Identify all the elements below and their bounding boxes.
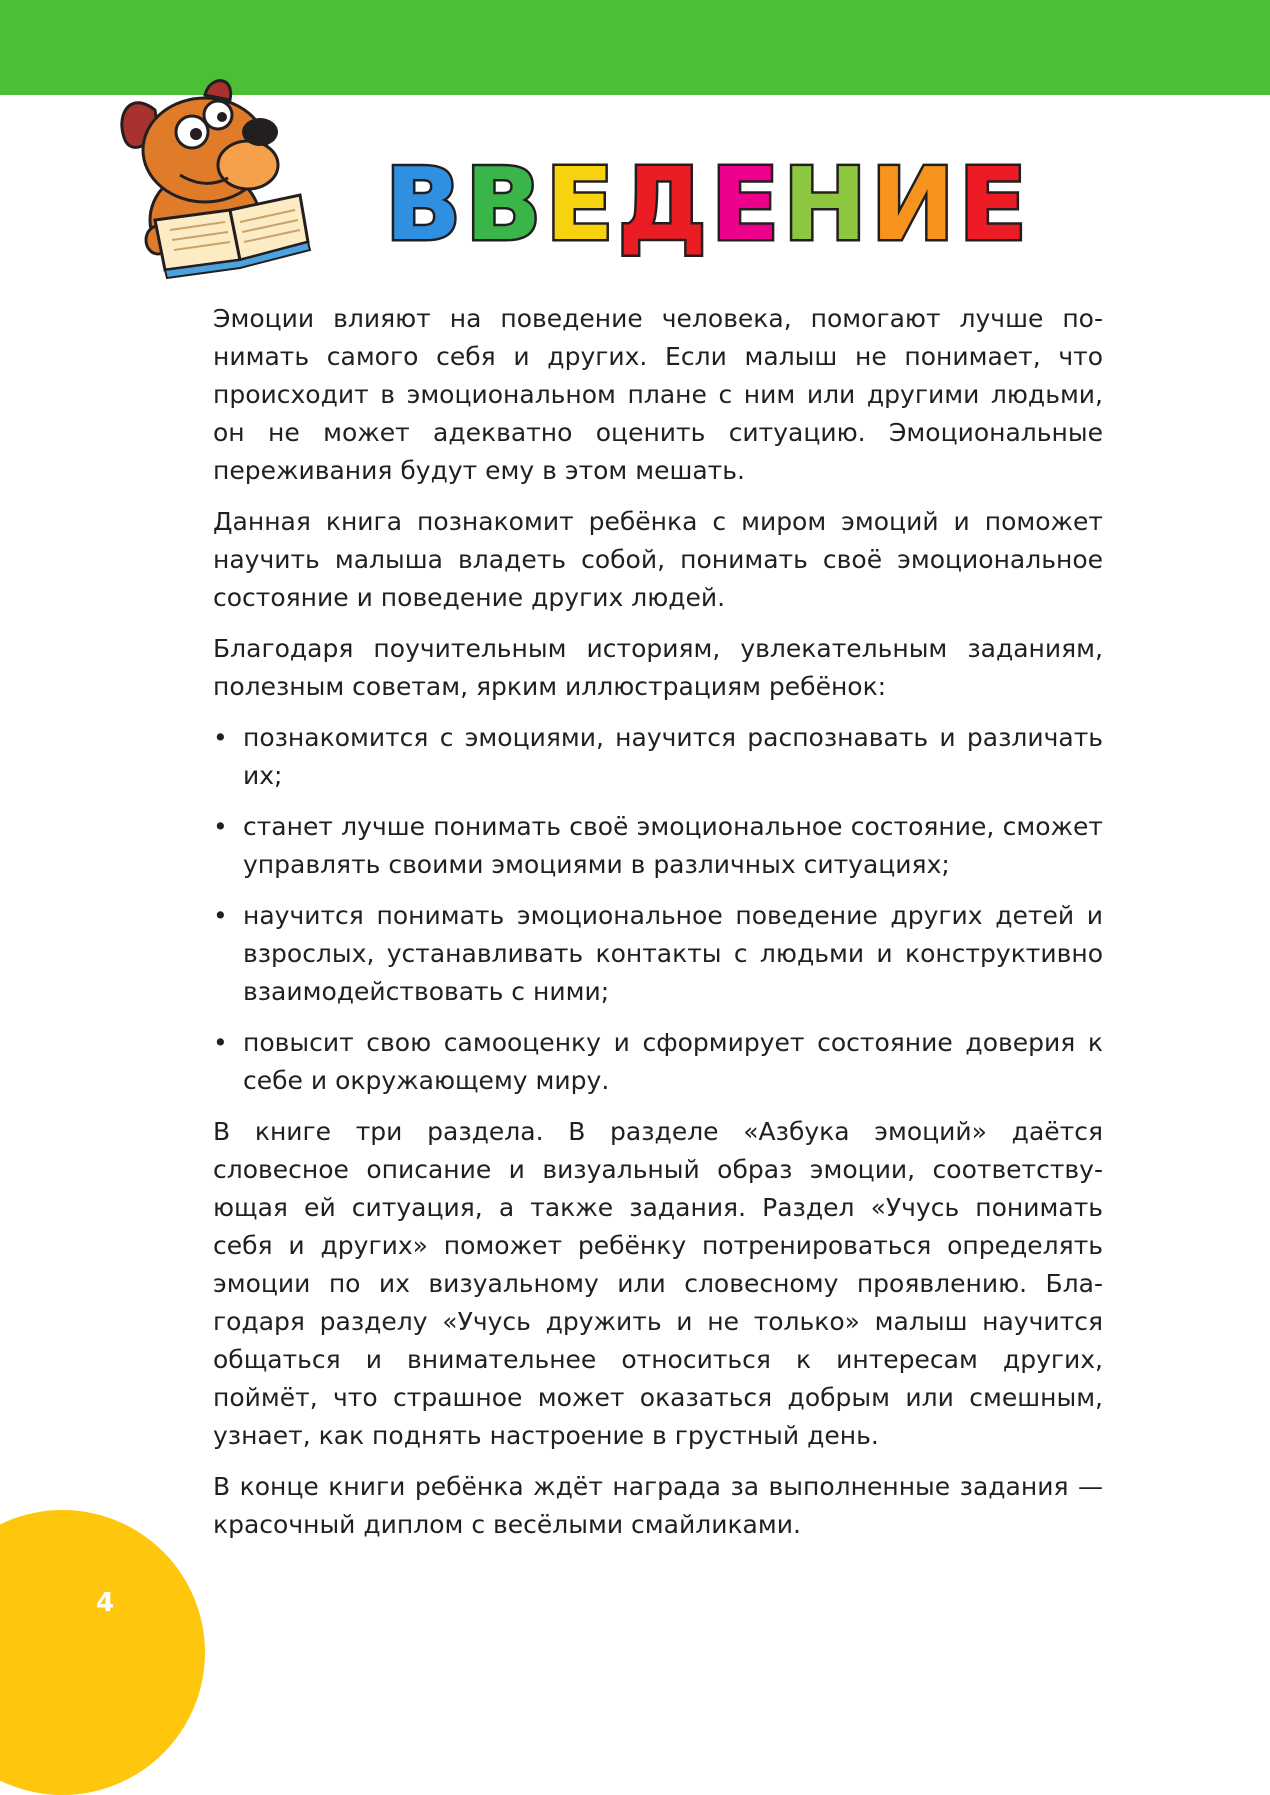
- page-number-circle: [0, 1510, 205, 1795]
- paragraph: Благодаря поучительным историям, увлекательным заданиям, полезным советам, ярким иллюстрациям ребёнок:: [213, 634, 1103, 701]
- title-letter: Д: [617, 146, 711, 263]
- intro-text: [213, 300, 1103, 1557]
- title-letter: В: [465, 146, 546, 263]
- title-letter: Е: [545, 146, 618, 263]
- title-letter: В: [385, 146, 466, 263]
- list-item: • повысит свою самооценку и сформирует состояние доверия к себе и окружающему миру.: [213, 1024, 1103, 1100]
- list-item: • станет лучше понимать своё эмоциональное состояние, сможет управлять своими эмоциями в различных ситуациях;: [213, 808, 1103, 884]
- bullet-icon: •: [213, 1028, 228, 1057]
- list-item: • познакомится с эмоциями, научится распознавать и различать их;: [213, 719, 1103, 795]
- bullet-icon: •: [213, 812, 228, 841]
- bullet-icon: •: [213, 901, 228, 930]
- dog-reading-book-icon: [110, 70, 340, 285]
- list-item: • научится понимать эмоциональное поведение других детей и взрослых, устанавливать контакты с людьми и конструктивно взаимодействовать с ними;: [213, 897, 1103, 1011]
- paragraph: Эмоции влияют на поведение человека, помогают лучше понимать самого себя и других. Если малыш не понимает, что происходит в эмоциональном плане с ним или другими людьми, он не может адекватно оценить ситуацию. Эмоциональные переживания будут ему в этом мешать.: [213, 304, 1103, 485]
- title-letter: И: [870, 146, 959, 263]
- bullet-icon: •: [213, 723, 228, 752]
- title-letter: Е: [958, 146, 1031, 263]
- bullet-list: [213, 719, 1103, 1100]
- title-letter: Е: [710, 146, 784, 263]
- title-letter: Н: [783, 146, 871, 263]
- paragraph: В книге три раздела. В разделе «Азбука эмоций» даётся словесное описание и визуальный образ эмоции, соответствующая ей ситуация, а также задания. Раздел «Учусь понимать себя и других» поможет ребёнку потренироваться определять эмоции по их визуальному или словесному проявлению. Благодаря разделу «Учусь дружить и не только» малыш научится общаться и внимательнее относиться к интересам других, поймёт, что страшное может оказаться добрым или смешным, узнает, как поднять настроение в грустный день.: [213, 1117, 1103, 1450]
- paragraph: В конце книги ребёнка ждёт награда за выполненные задания — красочный диплом с весёлыми смайликами.: [213, 1472, 1103, 1539]
- page-number: 4: [95, 1588, 115, 1618]
- page-title: [385, 146, 1031, 263]
- paragraph: Данная книга познакомит ребёнка с миром эмоций и поможет научить малыша владеть собой, понимать своё эмоциональное состояние и поведение других людей.: [213, 507, 1103, 612]
